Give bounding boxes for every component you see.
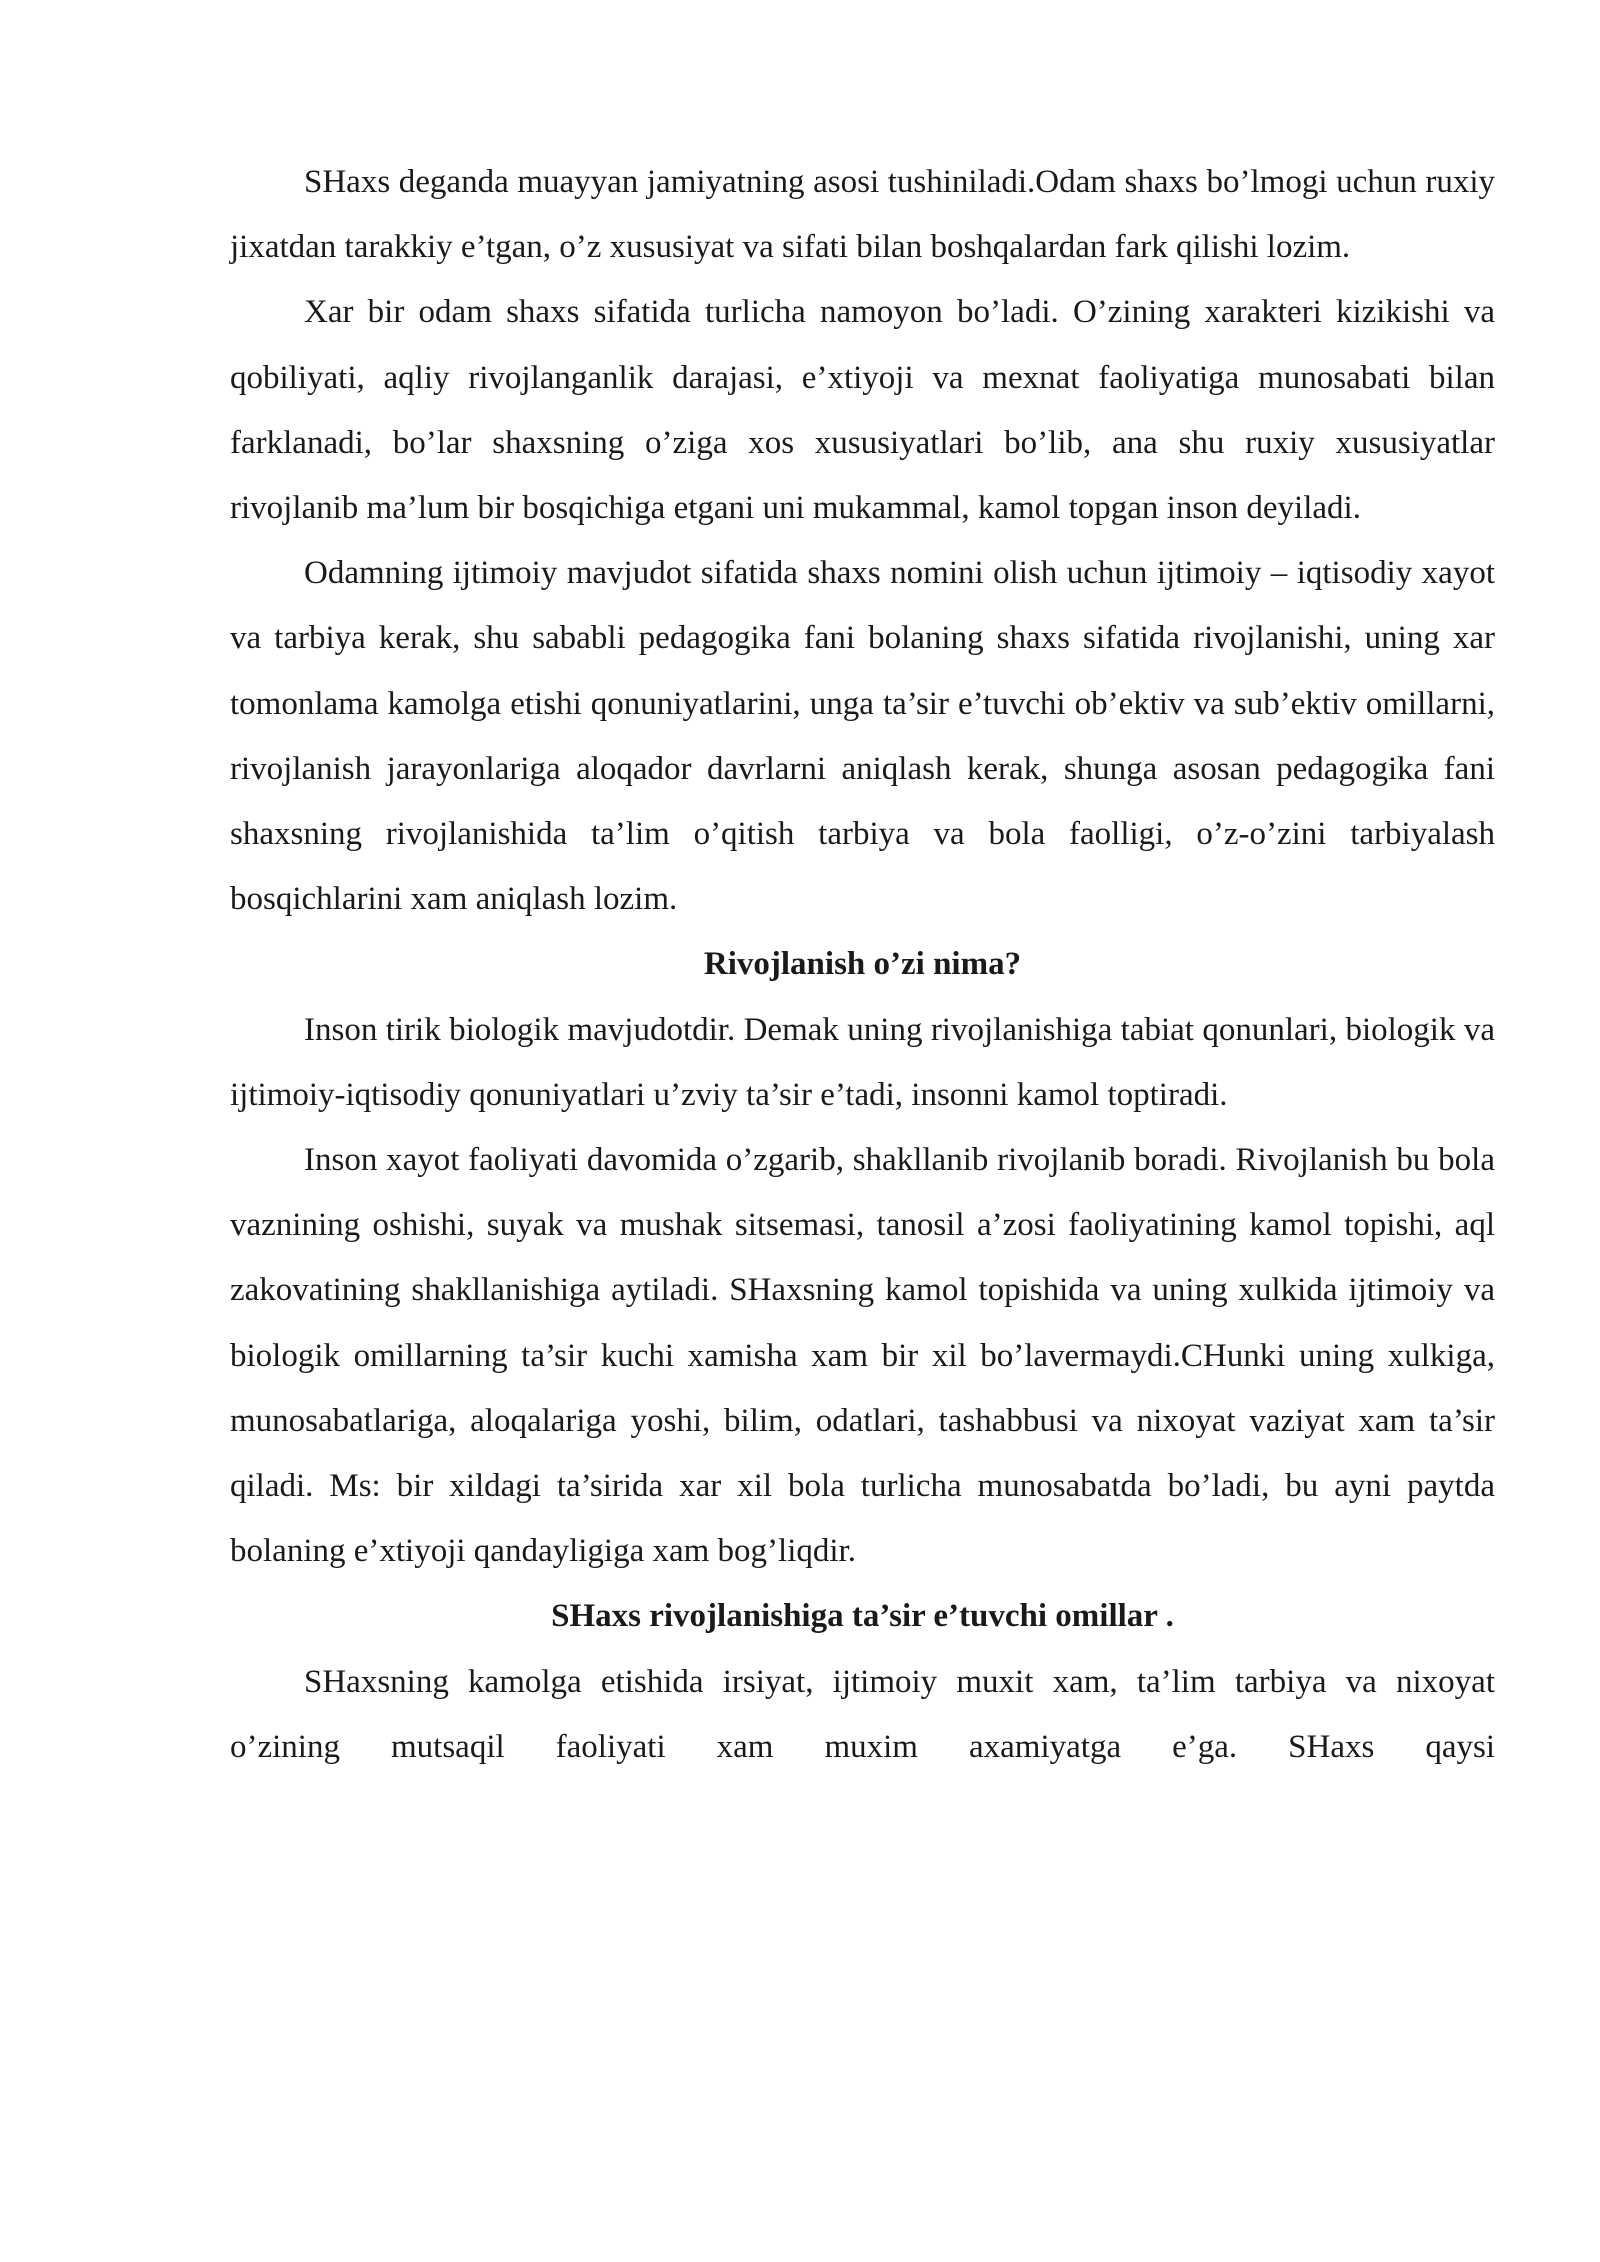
document-page xyxy=(230,150,1495,1780)
paragraph-biological-being: Inson tirik biologik mavjudotdir. Demak uning rivojlanishiga tabiat qonunlari, biologik va ijtimoiy-iqtisodiy qonuniyatlari u’zviy ta’sir e’tadi, insonni kamol toptiradi. xyxy=(230,1011,1495,1113)
paragraph-personality-definition: SHaxs deganda muayyan jamiyatning asosi tushiniladi.Odam shaxs bo’lmogi uchun ruxiy jixatdan tarakkiy e’tgan, o’z xususiyat va sifati bilan boshqalardan fark qilishi lozim. xyxy=(230,164,1495,266)
paragraph-social-being: Odamning ijtimoiy mavjudot sifatida shaxs nomini olish uchun ijtimoiy – iqtisodiy xayot va tarbiya kerak, shu sababli pedagogika fani bolaning shaxs sifatida rivojlanishi, uning xar tomonlama kamolga etishi qonuniyatlarini, unga ta’sir e’tuvchi ob’ektiv va sub’ektiv omillarni, rivojlanish jarayonlariga aloqador davrlarni aniqlash kerak, shunga asosan pedagogika fani shaxsning rivojlanishida ta’lim o’qitish tarbiya va bola faolligi, o’z-o’zini tarbiyalash bosqichlarini xam aniqlash lozim. xyxy=(230,555,1495,918)
heading-what-is-development: Rivojlanish o’zi nima? xyxy=(703,946,1022,983)
paragraph-factors-intro: SHaxsning kamolga etishida irsiyat, ijtimoiy muxit xam, ta’lim tarbiya va nixoyat o’zining mutsaqil faoliyati xam muxim axamiyatga e’ga. SHaxs qaysi xyxy=(230,1663,1495,1765)
heading-development-factors: SHaxs rivojlanishiga ta’sir e’tuvchi omillar . xyxy=(551,1598,1174,1635)
paragraph-individual-traits: Xar bir odam shaxs sifatida turlicha namoyon bo’ladi. O’zining xarakteri kizikishi va qobiliyati, aqliy rivojlanganlik darajasi, e’xtiyoji va mexnat faoliyatiga munosabati bilan farklanadi, bo’lar shaxsning o’ziga xos xususiyatlari bo’lib, ana shu ruxiy xususiyatlar rivojlanib ma’lum bir bosqichiga etgani uni mukammal, kamol topgan inson deyiladi. xyxy=(230,294,1495,527)
paragraph-development-process: Inson xayot faoliyati davomida o’zgarib, shakllanib rivojlanib boradi. Rivojlanish bu bola vaznining oshishi, suyak va mushak sitsemasi, tanosil a’zosi faoliyatining kamol topishi, aql zakovatining shakllanishiga aytiladi. SHaxsning kamol topishida va uning xulkida ijtimoiy va biologik omillarning ta’sir kuchi xamisha xam bir xil bo’lavermaydi.CHunki uning xulkiga, munosabatlariga, aloqalariga yoshi, bilim, odatlari, tashabbusi va nixoyat vaziyat xam ta’sir qiladi. Ms: bir xildagi ta’sirida xar xil bola turlicha munosabatda bo’ladi, bu ayni paytda bolaning e’xtiyoji qandayligiga xam bog’liqdir. xyxy=(230,1142,1495,1570)
